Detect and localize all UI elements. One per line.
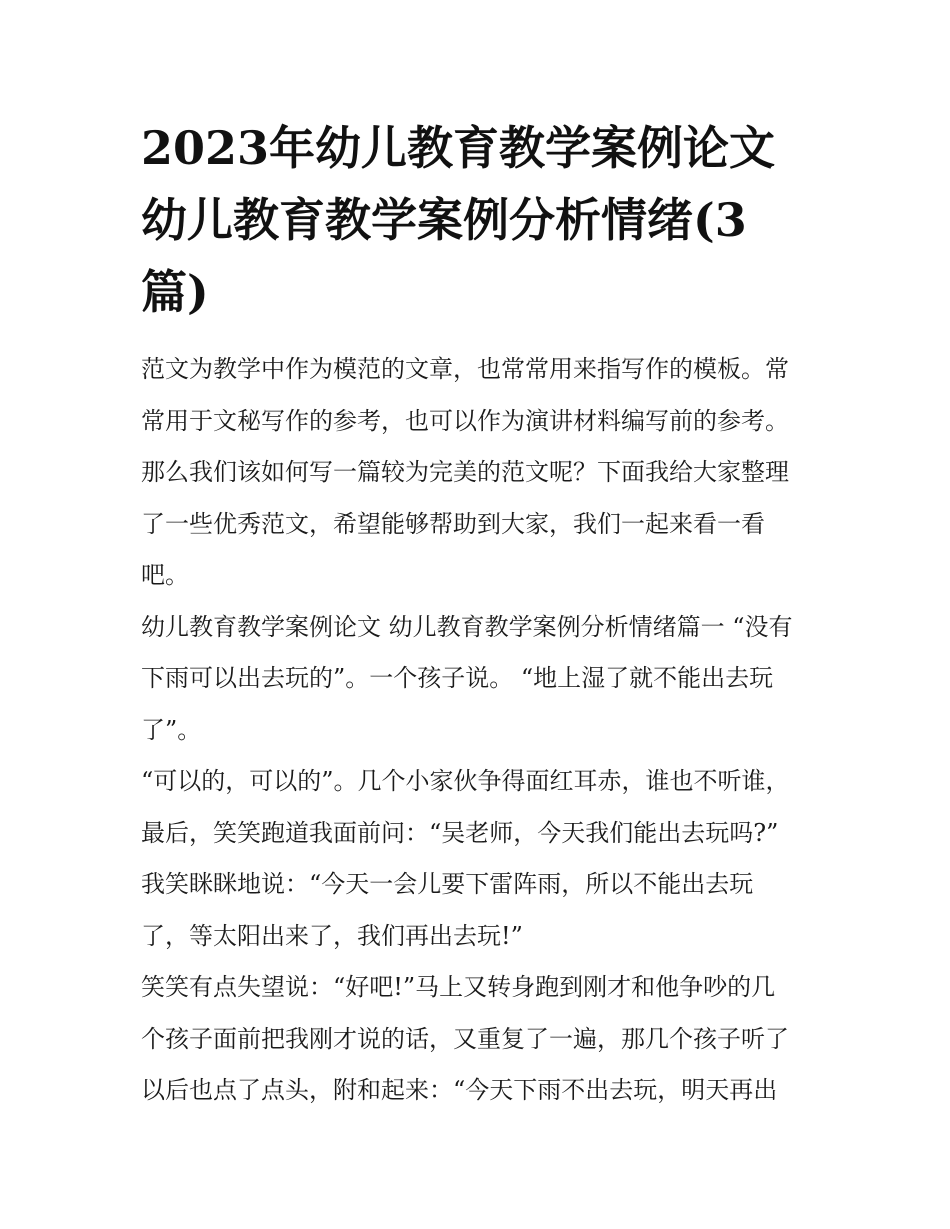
paragraph-intro [141,344,821,602]
paragraph-dialogue [141,756,821,962]
text-line: 幼儿教育教学案例论文 幼儿教育教学案例分析情绪篇一 “没有 [141,612,793,641]
document-body [141,112,821,1117]
text-line: 吧。 [141,561,189,589]
title-line: 幼儿教育教学案例分析情绪(3 [141,193,747,247]
text-line: 我笑眯眯地说：“今天一会儿要下雷阵雨，所以不能出去玩 [141,870,754,898]
text-line: 了一些优秀范文，希望能够帮助到大家，我们一起来看一看 [141,509,765,538]
text-line: 范文为教学中作为模范的文章，也常常用来指写作的模板。常 [141,355,789,383]
title-line: 篇) [141,265,209,319]
text-line: 那么我们该如何写一篇较为完美的范文呢？下面我给大家整理 [141,458,789,486]
title-line: 2023年幼儿教育教学案例论文 [141,121,776,175]
text-line: 个孩子面前把我刚才说的话，又重复了一遍，那几个孩子听了 [141,1024,789,1053]
text-line: 笑笑有点失望说：“好吧!”马上又转身跑到刚才和他争吵的几 [141,973,776,1001]
text-line: 最后，笑笑跑道我面前问：“吴老师，今天我们能出去玩吗?” [141,818,779,847]
text-line: 了，等太阳出来了，我们再出去玩!” [141,921,523,950]
text-line: 以后也点了点头，附和起来：“今天下雨不出去玩，明天再出 [141,1076,778,1104]
text-line: 了”。 [141,715,202,744]
paragraph-case-one [141,602,821,757]
text-line: 下雨可以出去玩的”。一个孩子说。 “地上湿了就不能出去玩 [141,664,774,692]
text-line: “可以的，可以的”。几个小家伙争得面红耳赤，谁也不听谁， [141,767,790,795]
paragraph-response [141,962,821,1117]
text-line: 常用于文秘写作的参考，也可以作为演讲材料编写前的参考。 [141,406,789,435]
page-title [141,112,821,328]
